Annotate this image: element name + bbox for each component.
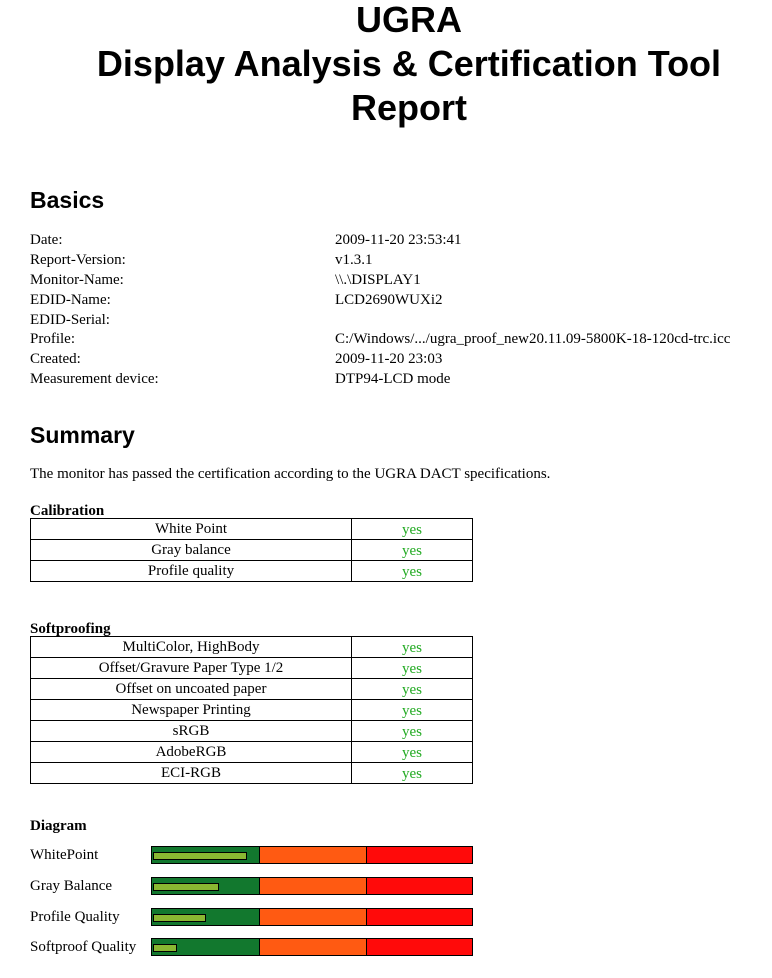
bar-zone-warn <box>260 909 367 925</box>
basics-value: 2009-11-20 23:53:41 <box>335 232 462 248</box>
basics-value: \\.\DISPLAY1 <box>335 271 421 288</box>
criterion-name: Profile quality <box>31 561 352 582</box>
criterion-name: Gray balance <box>31 540 352 561</box>
criterion-name: Newspaper Printing <box>31 700 352 721</box>
basics-value: C:/Windows/.../ugra_proof_new20.11.09-5800K-18-120cd-trc.icc <box>335 331 731 348</box>
bar-zone-bad <box>367 909 472 925</box>
bar-zone-warn <box>260 939 367 955</box>
quality-level-fill <box>153 944 177 952</box>
table-row <box>31 637 473 658</box>
basics-key: EDID-Name: <box>30 291 111 308</box>
quality-bar <box>151 846 473 864</box>
table-row <box>31 700 473 721</box>
criterion-name: MultiColor, HighBody <box>31 637 352 658</box>
criterion-result: yes <box>352 700 473 721</box>
title-line-brand: UGRA <box>356 0 462 40</box>
summary-heading: Summary <box>30 422 135 448</box>
title-line-report: Report <box>351 87 467 128</box>
criterion-result: yes <box>352 519 473 540</box>
criterion-name: Offset/Gravure Paper Type 1/2 <box>31 658 352 679</box>
summary-statement: The monitor has passed the certification according to the UGRA DACT specifications. <box>30 466 551 482</box>
title-line-tool: Display Analysis & Certification Tool <box>96 43 722 84</box>
quality-level-fill <box>153 914 206 922</box>
quality-bar <box>151 908 473 926</box>
basics-key: Profile: <box>30 331 75 348</box>
table-row <box>31 679 473 700</box>
diagram-label: Diagram <box>30 818 87 834</box>
bar-zone-bad <box>367 939 472 955</box>
quality-bar <box>151 938 473 956</box>
diagram-row-label: WhitePoint <box>30 847 99 863</box>
softproofing-label: Softproofing <box>30 621 111 637</box>
basics-value: LCD2690WUXi2 <box>335 291 443 308</box>
diagram-row-label: Softproof Quality <box>30 939 137 955</box>
basics-key: Date: <box>30 232 63 248</box>
diagram-row-softproof-quality <box>30 937 475 957</box>
basics-key: Report-Version: <box>30 251 126 268</box>
bar-zone-bad <box>367 878 472 894</box>
diagram-row-gray-balance <box>30 876 475 896</box>
basics-value: DTP94-LCD mode <box>335 371 451 388</box>
criterion-result: yes <box>352 742 473 763</box>
basics-key: Monitor-Name: <box>30 271 124 288</box>
criterion-name: AdobeRGB <box>31 742 352 763</box>
basics-key: Measurement device: <box>30 371 159 388</box>
calibration-table <box>30 518 473 582</box>
report-title <box>0 0 772 130</box>
bar-zone-warn <box>260 878 367 894</box>
criterion-result: yes <box>352 658 473 679</box>
criterion-result: yes <box>352 763 473 784</box>
table-row <box>31 721 473 742</box>
criterion-name: sRGB <box>31 721 352 742</box>
table-row <box>31 658 473 679</box>
table-row <box>31 540 473 561</box>
criterion-result: yes <box>352 561 473 582</box>
table-row <box>31 561 473 582</box>
calibration-label: Calibration <box>30 503 105 519</box>
criterion-name: ECI-RGB <box>31 763 352 784</box>
basics-value: v1.3.1 <box>335 251 373 268</box>
basics-key: EDID-Serial: <box>30 311 110 328</box>
basics-heading: Basics <box>30 187 105 213</box>
softproofing-table <box>30 636 473 784</box>
diagram-row-label: Profile Quality <box>30 909 120 925</box>
quality-level-fill <box>153 852 247 860</box>
basics-key: Created: <box>30 351 81 368</box>
quality-bar <box>151 877 473 895</box>
table-row <box>31 519 473 540</box>
criterion-result: yes <box>352 637 473 658</box>
diagram-row-whitepoint <box>30 845 475 865</box>
criterion-name: Offset on uncoated paper <box>31 679 352 700</box>
diagram-row-profile-quality <box>30 907 475 927</box>
basics-value: 2009-11-20 23:03 <box>335 351 443 368</box>
table-row <box>31 763 473 784</box>
criterion-result: yes <box>352 721 473 742</box>
criterion-result: yes <box>352 540 473 561</box>
table-row <box>31 742 473 763</box>
quality-level-fill <box>153 883 219 891</box>
criterion-name: White Point <box>31 519 352 540</box>
bar-zone-warn <box>260 847 367 863</box>
criterion-result: yes <box>352 679 473 700</box>
diagram-row-label: Gray Balance <box>30 878 113 894</box>
bar-zone-bad <box>367 847 472 863</box>
